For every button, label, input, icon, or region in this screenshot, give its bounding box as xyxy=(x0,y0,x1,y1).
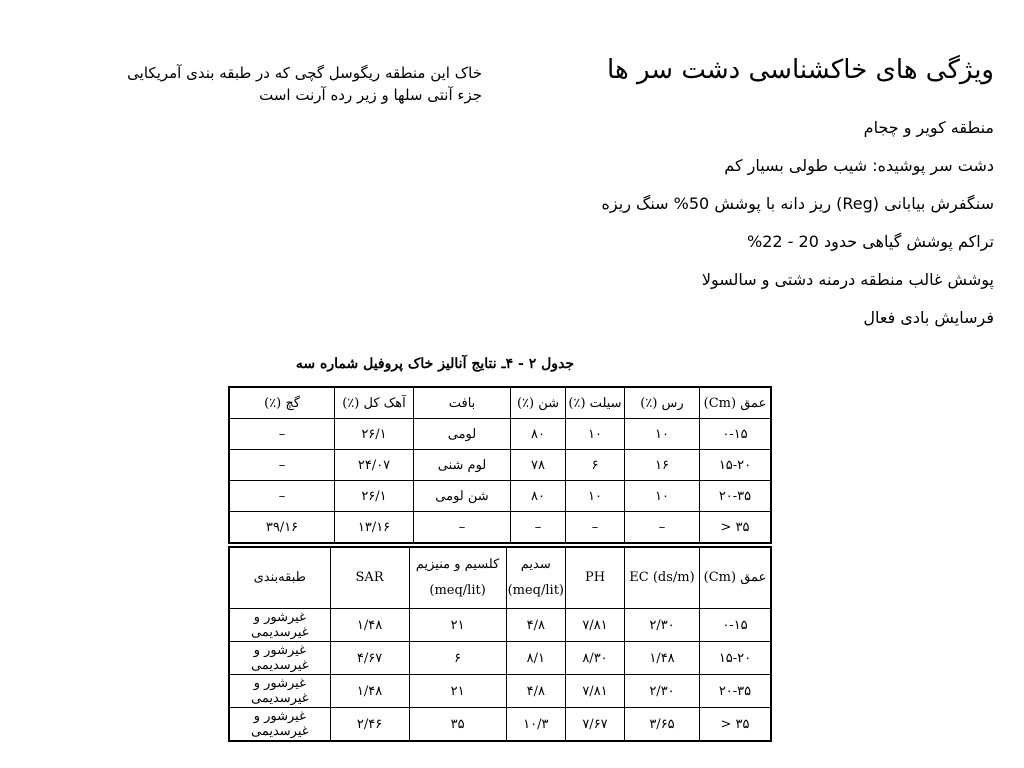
header-calcium-magnesium: کلسیم و منیزیم (meq/lit) xyxy=(409,547,506,609)
cell: ۱۵-۲۰ xyxy=(700,450,772,481)
header-depth: عمق (Cm) xyxy=(700,387,772,419)
cell: – xyxy=(625,512,700,544)
table-header-row xyxy=(229,387,771,419)
cell: ۲۰-۳۵ xyxy=(700,481,772,512)
cell: ۲۴/۰۷ xyxy=(335,450,414,481)
cell: ۴/۸ xyxy=(506,609,565,642)
header-texture: بافت xyxy=(414,387,511,419)
cell: – xyxy=(229,450,335,481)
feature-list xyxy=(554,116,994,344)
header-depth: عمق (Cm) xyxy=(700,547,772,609)
cell: > ۳۵ xyxy=(700,512,772,544)
cell: ۱/۴۸ xyxy=(330,609,409,642)
cell: ۳۹/۱۶ xyxy=(229,512,335,544)
cell: ۳۵ xyxy=(409,708,506,742)
soil-salinity-table xyxy=(228,546,772,742)
cell: ۲/۴۶ xyxy=(330,708,409,742)
cell: ۸۰ xyxy=(511,419,566,450)
table-row xyxy=(229,609,771,642)
cell: ۴/۸ xyxy=(506,675,565,708)
header-sand: شن (٪) xyxy=(511,387,566,419)
feature-item: منطقه کویر و چجام xyxy=(863,118,994,137)
cell: غیرشور و غیرسدیمی xyxy=(229,675,330,708)
cell: ۱۶ xyxy=(625,450,700,481)
cell: غیرشور و غیرسدیمی xyxy=(229,609,330,642)
cell: ۱۳/۱۶ xyxy=(335,512,414,544)
feature-item: پوشش غالب منطقه درمنه دشتی و سالسولا xyxy=(701,270,994,289)
cell: ۱۵-۲۰ xyxy=(700,642,772,675)
cell: ۲۰-۳۵ xyxy=(700,675,772,708)
cell: لوم شنی xyxy=(414,450,511,481)
table-row xyxy=(229,708,771,742)
slide-title: ویژگی های خاکشناسی دشت سر ها xyxy=(607,55,994,85)
table-header-row xyxy=(229,547,771,609)
cell: ۶ xyxy=(566,450,625,481)
cell: غیرشور و غیرسدیمی xyxy=(229,642,330,675)
cell: شن لومی xyxy=(414,481,511,512)
soil-texture-table xyxy=(228,386,772,544)
header-clay: رس (٪) xyxy=(625,387,700,419)
feature-item: سنگفرش بیابانی (Reg) ریز دانه با پوشش 50% سنگ ریزه xyxy=(601,194,994,213)
table-caption: جدول ۲ - ۴ـ نتایج آنالیز خاک پروفیل شماره سه xyxy=(295,356,575,372)
cell: ۲۱ xyxy=(409,675,506,708)
cell: – xyxy=(414,512,511,544)
cell: ۱۰ xyxy=(566,481,625,512)
table-row xyxy=(229,419,771,450)
cell: ۸/۱ xyxy=(506,642,565,675)
cell: ۰-۱۵ xyxy=(700,609,772,642)
header-ec: EC (ds/m) xyxy=(625,547,700,609)
cell: – xyxy=(566,512,625,544)
cell: لومی xyxy=(414,419,511,450)
feature-item: فرسایش بادی فعال xyxy=(863,308,994,327)
cell: – xyxy=(229,481,335,512)
feature-item: دشت سر پوشیده: شیب طولی بسیار کم xyxy=(724,156,994,175)
cell: ۷/۶۷ xyxy=(566,708,625,742)
cell: > ۳۵ xyxy=(700,708,772,742)
header-sar: SAR xyxy=(330,547,409,609)
table-row xyxy=(229,450,771,481)
table-row xyxy=(229,512,771,544)
cell: ۱۰ xyxy=(625,481,700,512)
cell: ۲۶/۱ xyxy=(335,419,414,450)
feature-item: تراکم پوشش گیاهی حدود 20 - 22% xyxy=(747,232,994,251)
table-row xyxy=(229,481,771,512)
cell: ۷۸ xyxy=(511,450,566,481)
table-row xyxy=(229,642,771,675)
cell: ۰-۱۵ xyxy=(700,419,772,450)
table-row xyxy=(229,675,771,708)
cell: ۸/۳۰ xyxy=(566,642,625,675)
cell: ۴/۶۷ xyxy=(330,642,409,675)
cell: ۸۰ xyxy=(511,481,566,512)
cell: ۶ xyxy=(409,642,506,675)
cell: – xyxy=(511,512,566,544)
cell: ۲۶/۱ xyxy=(335,481,414,512)
header-gypsum: گچ (٪) xyxy=(229,387,335,419)
cell: ۲/۳۰ xyxy=(625,609,700,642)
cell: ۲/۳۰ xyxy=(625,675,700,708)
header-silt: سیلت (٪) xyxy=(566,387,625,419)
header-lime: آهک کل (٪) xyxy=(335,387,414,419)
cell: ۳/۶۵ xyxy=(625,708,700,742)
cell: ۱/۴۸ xyxy=(625,642,700,675)
cell: ۷/۸۱ xyxy=(566,675,625,708)
soil-classification-note: خاک این منطقه ریگوسل گچی که در طبقه بندی آمریکایی جزء آنتی سلها و زیر رده آرنت است xyxy=(127,64,482,104)
cell: – xyxy=(229,419,335,450)
header-classification: طبقه‌بندی xyxy=(229,547,330,609)
cell: غیرشور و غیرسدیمی xyxy=(229,708,330,742)
cell: ۱۰/۳ xyxy=(506,708,565,742)
header-sodium: سدیم (meq/lit) xyxy=(506,547,565,609)
cell: ۱۰ xyxy=(625,419,700,450)
cell: ۱/۴۸ xyxy=(330,675,409,708)
cell: ۷/۸۱ xyxy=(566,609,625,642)
cell: ۲۱ xyxy=(409,609,506,642)
header-ph: PH xyxy=(566,547,625,609)
cell: ۱۰ xyxy=(566,419,625,450)
